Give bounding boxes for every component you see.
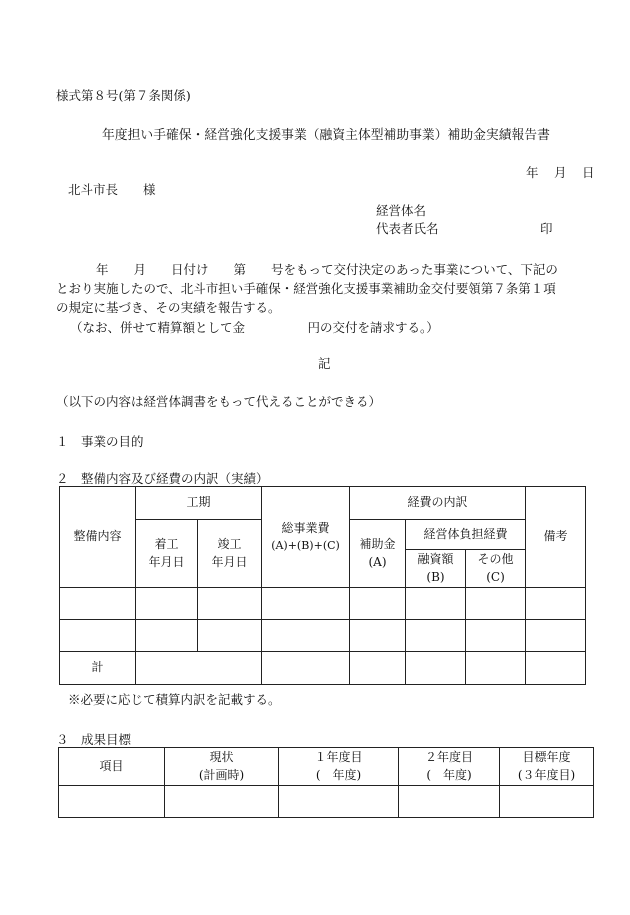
header-subsidy: 補助金 (A) (350, 520, 406, 588)
header-item: 項目 (59, 748, 165, 786)
header-year2: ２年度目 ( 年度) (399, 748, 500, 786)
target-table (58, 747, 594, 818)
form-number: 様式第８号(第７条関係) (56, 88, 191, 103)
header-current: 現状 (計画時) (165, 748, 279, 786)
body-line-1: 年 月 日付け 第 号をもって交付決定のあった事業について、下記の (96, 262, 558, 277)
entity-name-label: 経営体名 (376, 203, 427, 218)
header-period: 工期 (136, 487, 262, 520)
header-target: 目標年度 (３年度目) (500, 748, 594, 786)
ki-heading: 記 (318, 356, 331, 371)
body-line-4: （なお、併せて精算額として金 円の交付を請求する。） (70, 320, 439, 335)
header-breakdown: 経費の内訳 (350, 487, 526, 520)
header-content: 整備内容 (60, 487, 136, 588)
header-remarks: 備考 (526, 487, 586, 588)
body-line-3: の規定に基づき、その実績を報告する。 (56, 300, 281, 315)
representative-label: 代表者氏名 (376, 221, 439, 236)
date-year: 年 (526, 165, 539, 180)
table-row (60, 588, 586, 620)
section-2-heading: ２ 整備内容及び経費の内訳（実績） (56, 471, 269, 486)
body-line-2: とおり実施したので、北斗市担い手確保・経営強化支援事業補助金交付要領第７条第１項 (56, 281, 556, 296)
date-month: 月 (554, 165, 567, 180)
section-1-heading: １ 事業の目的 (56, 434, 144, 449)
header-loan: 融資額 (B) (406, 550, 466, 588)
header-end-date: 竣工 年月日 (198, 520, 262, 588)
header-total: 総事業費 (A)+(B)+(C) (262, 487, 350, 588)
seal-mark: 印 (540, 221, 553, 236)
substitute-note: （以下の内容は経営体調書をもって代えることができる） (56, 394, 382, 409)
total-label: 計 (60, 652, 136, 685)
date-day: 日 (582, 165, 595, 180)
addressee: 北斗市長 様 (68, 182, 156, 197)
document-title: 年度担い手確保・経営強化支援事業（融資主体型補助事業）補助金実績報告書 (102, 128, 550, 143)
total-row (60, 652, 586, 685)
header-burden: 経営体負担経費 (406, 520, 526, 550)
table-row (60, 620, 586, 652)
header-start-date: 着工 年月日 (136, 520, 198, 588)
header-year1: １年度目 ( 年度) (279, 748, 399, 786)
table-row (59, 786, 594, 818)
expense-table (59, 486, 586, 685)
table-note: ※必要に応じて積算内訳を記載する。 (68, 692, 281, 707)
header-other: その他 (C) (466, 550, 526, 588)
section-3-heading: ３ 成果目標 (56, 732, 132, 747)
